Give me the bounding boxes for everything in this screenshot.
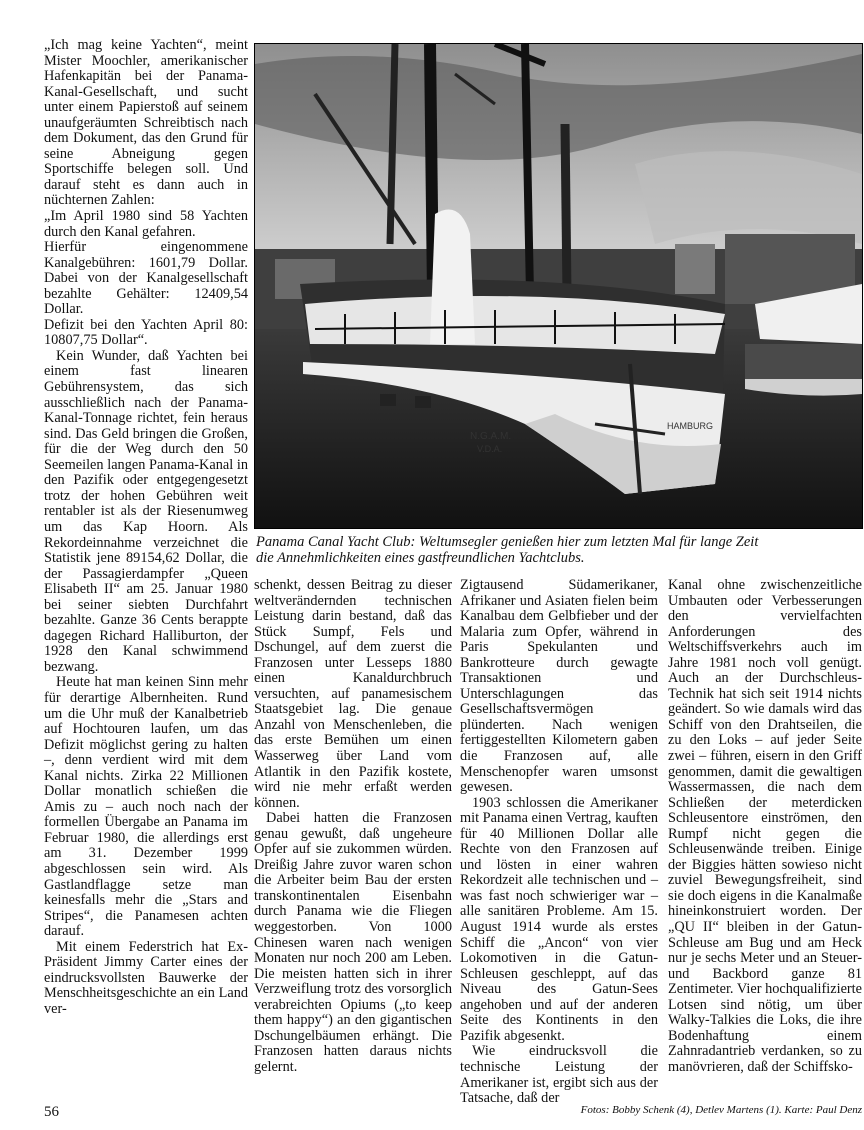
paragraph: Kein Wunder, daß Yachten bei einem fast linearen Gebührensystem, das sich ausschließlich nach der Panama-Kanal-Tonnage richtet, fein heraus sind. Das Geld bringen die Großen, für die der Weg durch den 50 Seemeilen langen Panama-Kanal in den Pazifik oder entgegengesetzt trotz der hohen Gebühren weit rentabler ist als der Riesenumweg um das Kap Hoorn. Als Rekordeinnahme verzeichnet die Statistik jene 89154,62 Dollar, die der Passagierdampfer „Queen Elisabeth II“ am 25. Januar 1980 bei seiner siebten Durchfahrt bezahlte. Ganze 36 Cents berappte dagegen Richard Halliburton, der 1928 den Kanal schwimmend bezwang. — [44, 347, 248, 675]
yacht-club-photo — [254, 43, 863, 529]
paragraph: Hierfür eingenommene Kanalgebühren: 1601,79 Dollar. Dabei von der Kanalgesellschaft bezahlte Gehälter: 12409,54 Dollar. — [44, 239, 248, 318]
paragraph: „Im April 1980 sind 58 Yachten durch den Kanal gefahren. — [44, 208, 248, 240]
paragraph: Kanal ohne zwischenzeitliche Umbauten oder Verbesserungen den vervielfachten Anforderungen des Weltschiffsverkehrs auch im Jahre 1981 noch voll genügt. Auch an der Durchschleus-Technik hat sich seit 1914 nichts geändert. So wie damals wird das Schiff von den Drahtseilen, die zu den Loks – auf jeder Seite zwei – führen, eisern in den Griff genommen, damit die gewaltigen Wassermassen, die nach dem Schließen der meterdicken Schleusentore einströmen, den Rumpf nicht gegen die Schleusenwände treiben. Einige der Biggies hätten sowieso nicht zuviel Bewegungsfreiheit, sind sie doch eigens in die Kanalmaße hineinkonstruiert worden. Der „QU II“ bleiben in der Gatun-Schleuse am Bug und am Heck nur je sechs Meter und an Steuer- und Backbord ganze 81 Zentimeter. Vier hochqualifizierte Lotsen sind nötig, um über Walky-Talkies die Loks, die ihre Bodenhaftung einem Zahnradantrieb verdanken, so zu manövrieren, daß der Schiffsko- — [668, 577, 862, 1075]
hull-lettering: N.G.A.M. — [470, 431, 512, 442]
paragraph: 1903 schlossen die Amerikaner mit Panama einen Vertrag, kauften für 40 Millionen Dollar alle Rechte von den Franzosen auf und lösten in einer wahren Rekordzeit alle technischen und – was fast noch schwieriger war – alle sanitären Probleme. Am 15. August 1914 wurde als erstes Schiff die „Ancon“ von vier Lokomotiven in die Gatun-Schleusen geschleppt, auf das Niveau des Gatun-Sees angehoben und auf der anderen Seite des Kontinents in den Pazifik abgesenkt. — [460, 794, 658, 1044]
photo-credits: Fotos: Bobby Schenk (4), Detlev Martens (1). Karte: Paul Denz — [580, 1104, 862, 1116]
text-column-1 — [44, 38, 248, 1017]
yacht-photo-illustration — [255, 44, 862, 528]
paragraph: Zigtausend Südamerikaner, Afrikaner und Asiaten fielen beim Kanalbau dem Gelbfieber und der Malaria zum Opfer, während in Paris Spekulanten und Bankrotteure durch gewagte Transaktionen und Unterschlagungen das Gesellschaftsvermögen plünderten. Nach wenigen fertiggestellten Kilometern gaben die Franzosen auf, alle Menschenopfer waren umsonst gewesen. — [460, 577, 658, 796]
photo-caption — [256, 534, 860, 566]
paragraph: Mit einem Federstrich hat Ex-Präsident Jimmy Carter eines der eindrucksvollsten Bauwerke der Menschheitsgeschichte an ein Land ver- — [44, 938, 248, 1017]
paragraph: Wie eindrucksvoll die technische Leistung der Amerikaner ist, ergibt sich aus der Tatsache, daß der — [460, 1043, 658, 1107]
text-column-2 — [254, 578, 452, 1076]
page-number: 56 — [44, 1104, 59, 1120]
caption-line: die Annehmlichkeiten eines gastfreundlichen Yachtclubs. — [256, 550, 585, 566]
paragraph: Heute hat man keinen Sinn mehr für derartige Albernheiten. Rund um die Uhr muß der Kanalbetrieb auf Hochtouren laufen, um das Defizit möglichst gering zu halten –, denn verdient wird mit dem Kanal nichts. Zirka 22 Millionen Dollar monatlich schießen die Amis zu – auch noch nach der formellen Übergabe an Panama im Februar 1980, die allerdings erst am 31. Dezember 1999 abgeschlossen sein wird. Als Gastlandflagge setze man keinesfalls mehr die „Stars and Stripes“, die Panamesen achten darauf. — [44, 674, 248, 940]
paragraph: „Ich mag keine Yachten“, meint Mister Moochler, amerikanischer Hafenkapitän bei der Panama-Kanal-Gesellschaft, und sucht unter einem Papierstoß auf seinem unaufgeräumten Schreibtisch nach dem Dokument, das den Grund für seine Abneigung gegen Sportschiffe belegen soll. Und darauf steht es dann auch in nüchternen Zahlen: — [44, 37, 248, 209]
text-column-4 — [668, 578, 862, 1076]
text-column-3 — [460, 578, 658, 1107]
paragraph: Dabei hatten die Franzosen genau gewußt, daß ungeheure Opfer auf sie zukommen würden. Dreißig Jahre zuvor waren schon die Arbeiter beim Bau der ersten transkontinentalen Eisenbahn durch Panama wie die Fliegen weggestorben. Von 1000 Chinesen waren nach wenigen Monaten nur noch 200 am Leben. Die meisten hatten sich in ihrer Verzweiflung trotz des vorsorglich verabreichten Opiums („to keep them happy“) an den gigantischen Dschungelbäumen erhängt. Die Franzosen hatten daraus nichts gelernt. — [254, 810, 452, 1075]
caption-line: Panama Canal Yacht Club: Weltumsegler genießen hier zum letzten Mal für lange Zeit — [256, 534, 759, 550]
hull-name: HAMBURG — [667, 421, 714, 431]
paragraph: schenkt, dessen Beitrag zu dieser weltverändernden technischen Leistung darin bestand, daß das Stück Sumpf, Fels und Dschungel, auf dem zuerst die Franzosen unter Lesseps 1880 einen Kanaldurchbruch versuchten, auf panamesischem Staatsgebiet lag. Die genaue Anzahl von Menschenleben, die das erste Bemühen um einen Wasserweg über Land vom Atlantik in den Pazifik kostete, wird nie mehr erfaßt werden können. — [254, 577, 452, 811]
paragraph: Defizit bei den Yachten April 80: 10807,75 Dollar“. — [44, 316, 248, 349]
hull-lettering: V.D.A. — [477, 444, 503, 454]
